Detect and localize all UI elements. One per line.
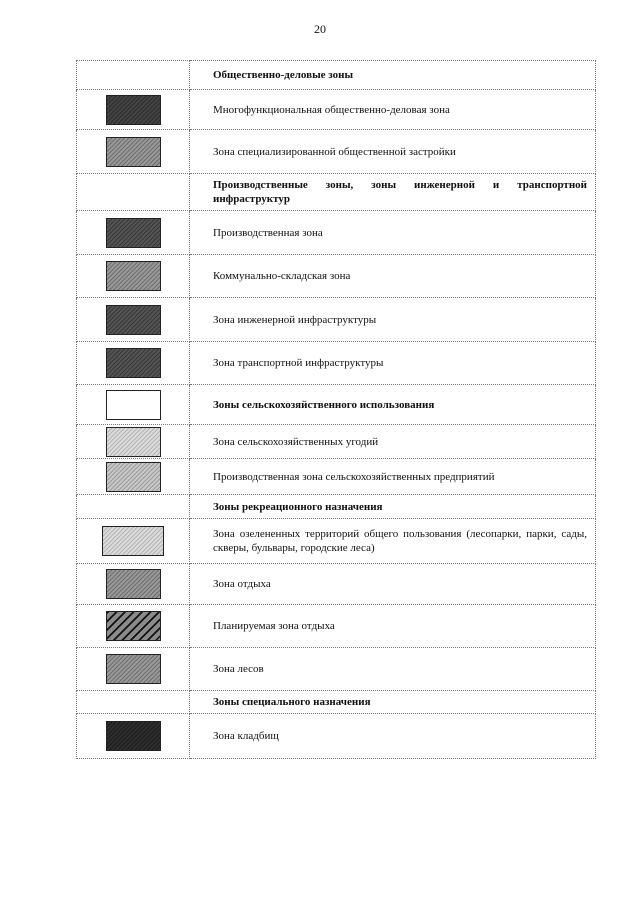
- zone-label: Зона кладбищ: [190, 714, 596, 759]
- swatch-cell: [77, 130, 190, 174]
- zone-swatch: [106, 569, 161, 599]
- zone-label: Зона специализированной общественной застройки: [190, 130, 596, 174]
- zone-swatch: [106, 427, 161, 457]
- section-heading: Общественно-деловые зоны: [190, 61, 596, 90]
- swatch-cell: [77, 255, 190, 298]
- zone-label: Зона отдыха: [190, 564, 596, 605]
- swatch-cell: [77, 495, 190, 519]
- zone-swatch: [106, 137, 161, 167]
- zone-swatch: [106, 390, 161, 420]
- swatch-cell: [77, 342, 190, 385]
- zone-swatch: [102, 526, 164, 556]
- zone-label: Планируемая зона отдыха: [190, 605, 596, 648]
- legend-section-row: [77, 495, 596, 519]
- zone-swatch: [106, 721, 161, 751]
- legend-body: [77, 61, 596, 759]
- swatch-cell: [77, 519, 190, 564]
- legend-item-row: [77, 519, 596, 564]
- legend-item-row: [77, 425, 596, 459]
- legend-item-row: [77, 714, 596, 759]
- zone-swatch: [106, 218, 161, 248]
- legend-item-row: [77, 648, 596, 691]
- swatch-cell: [77, 211, 190, 255]
- swatch-cell: [77, 459, 190, 495]
- swatch-cell: [77, 691, 190, 714]
- legend-item-row: [77, 564, 596, 605]
- swatch-cell: [77, 385, 190, 425]
- zone-label: Коммунально-складская зона: [190, 255, 596, 298]
- zone-swatch: [106, 462, 161, 492]
- swatch-cell: [77, 425, 190, 459]
- legend-section-row: [77, 174, 596, 211]
- swatch-cell: [77, 61, 190, 90]
- zone-swatch: [106, 348, 161, 378]
- legend-item-row: [77, 605, 596, 648]
- legend-item-row: [77, 342, 596, 385]
- legend-item-row: [77, 459, 596, 495]
- zone-label: Производственная зона: [190, 211, 596, 255]
- section-heading: Зоны рекреационного назначения: [190, 495, 596, 519]
- zone-swatch: [106, 95, 161, 125]
- swatch-cell: [77, 605, 190, 648]
- legend-item-row: [77, 298, 596, 342]
- swatch-cell: [77, 564, 190, 605]
- section-heading: Производственные зоны, зоны инженерной и транспортной инфраструктур: [190, 174, 596, 211]
- zone-label: Зона транспортной инфраструктуры: [190, 342, 596, 385]
- legend-item-row: [77, 255, 596, 298]
- zone-label: Зона лесов: [190, 648, 596, 691]
- swatch-cell: [77, 298, 190, 342]
- zone-label: Зоны сельскохозяйственного использования: [190, 385, 596, 425]
- zone-label: Зона инженерной инфраструктуры: [190, 298, 596, 342]
- swatch-cell: [77, 174, 190, 211]
- zone-label: Зона сельскохозяйственных угодий: [190, 425, 596, 459]
- zone-legend-table: [76, 60, 596, 759]
- legend-section-row: [77, 61, 596, 90]
- zone-label: Зона озелененных территорий общего пользования (лесопарки, парки, сады, скверы, бульвары, городские леса): [190, 519, 596, 564]
- section-heading: Зоны специального назначения: [190, 691, 596, 714]
- swatch-cell: [77, 648, 190, 691]
- swatch-cell: [77, 90, 190, 130]
- zone-swatch: [106, 654, 161, 684]
- legend-item-row: [77, 211, 596, 255]
- zone-swatch: [106, 305, 161, 335]
- legend-item-row: [77, 130, 596, 174]
- zone-swatch: [106, 261, 161, 291]
- page-number: 20: [314, 22, 326, 36]
- legend-item-row: [77, 385, 596, 425]
- zone-label: Многофункциональная общественно-деловая зона: [190, 90, 596, 130]
- legend-section-row: [77, 691, 596, 714]
- swatch-cell: [77, 714, 190, 759]
- zone-swatch: [106, 611, 161, 641]
- zone-label: Производственная зона сельскохозяйственных предприятий: [190, 459, 596, 495]
- legend-item-row: [77, 90, 596, 130]
